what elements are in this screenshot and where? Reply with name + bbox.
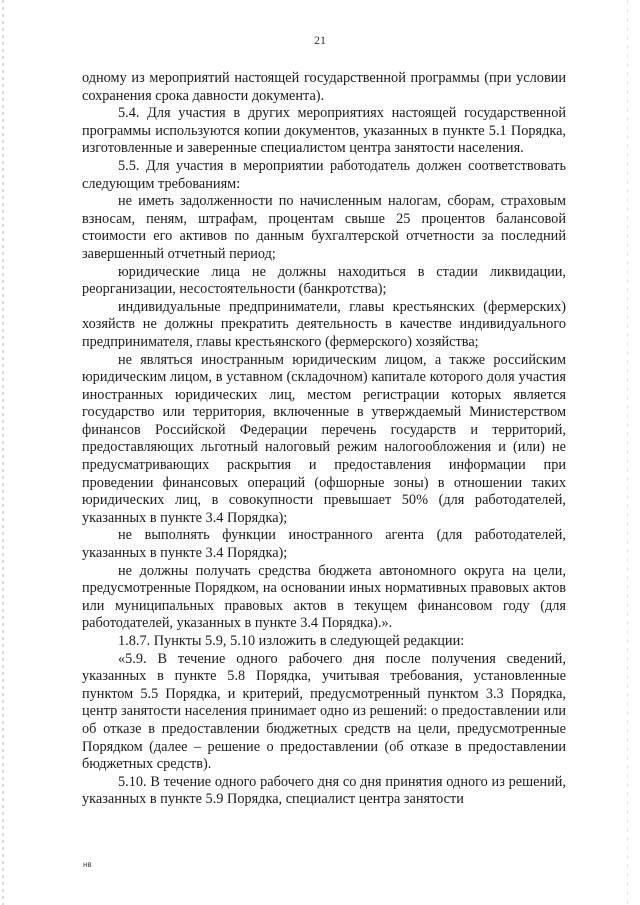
scan-edge-right (627, 0, 628, 905)
paragraph: юридические лица не должны находиться в стадии ликвидации, реорганизации, несостоятельности (банкротства); (82, 263, 566, 298)
paragraph: не иметь задолженности по начисленным налогам, сборам, страховым взносам, пеням, штрафам, процентам свыше 25 процентов балансовой стоимости его активов по данным бухгалтерской отчетности за последний завершенный отчетный период; (82, 193, 566, 262)
document-body (82, 70, 566, 809)
paragraph: не должны получать средства бюджета автономного округа на цели, предусмотренные Порядком, на основании иных нормативных правовых актов или муниципальных правовых актов в текущем финансовом году (для работодателей, указанных в пункте 3.4 Порядка).». (82, 562, 566, 632)
footer-code: нв (83, 860, 92, 869)
paragraph: индивидуальные предприниматели, главы крестьянских (фермерских) хозяйств не должны прекратить деятельность в качестве индивидуального предпринимателя, главы крестьянского (фермерского) хозяйства; (82, 298, 566, 350)
paragraph: 5.5. Для участия в мероприятии работодатель должен соответствовать следующим требованиям: (82, 157, 566, 192)
paragraph: не являться иностранным юридическим лицом, а также российским юридическим лицом, в уставном (складочном) капитале которого доля участия иностранных юридических лиц, местом регистрации которых является государство или территория, включенные в утверждаемый Министерством финансов Российской Федерации перечень государств и территорий, предоставляющих льготный налоговый режим налогообложения и (или) не предусматривающих раскрытия и предоставления информации при проведении финансовых операций (офшорные зоны) в отношении таких юридических лиц, в совокупности превышает 50% (для работодателей, указанных в пункте 3.4 Порядка); (82, 351, 566, 526)
paragraph: 1.8.7. Пункты 5.9, 5.10 изложить в следующей редакции: (118, 633, 465, 649)
paragraph: не выполнять функции иностранного агента (для работодателей, указанных в пункте 3.4 Порядка); (82, 527, 566, 562)
paragraph: «5.9. В течение одного рабочего дня после получения сведений, указанных в пункте 5.8 Порядка, учитывая требования, установленные пунктом 5.5 Порядка, и критерий, предусмотренный пунктом 3.3 Порядка, центр занятости населения принимает одно из решений: о предоставлении или об отказе в предоставлении бюджетных средств на цели, предусмотренные Порядком (далее – решение о предоставлении (об отказе в предоставлении бюджетных средств). (82, 650, 566, 773)
paragraph: одному из мероприятий настоящей государственной программы (при условии сохранения срока давности документа). (82, 70, 566, 104)
paragraph: 5.10. В течение одного рабочего дня со дня принятия одного из решений, указанных в пункте 5.9 Порядка, специалист центра занятости (82, 773, 566, 808)
paragraph: 5.4. Для участия в других мероприятиях настоящей государственной программы используются копии документов, указанных в пункте 5.1 Порядка, изготовленные и заверенные специалистом центра занятости населения. (82, 105, 566, 157)
scan-edge-left (2, 0, 4, 905)
page-number: 21 (314, 33, 326, 47)
